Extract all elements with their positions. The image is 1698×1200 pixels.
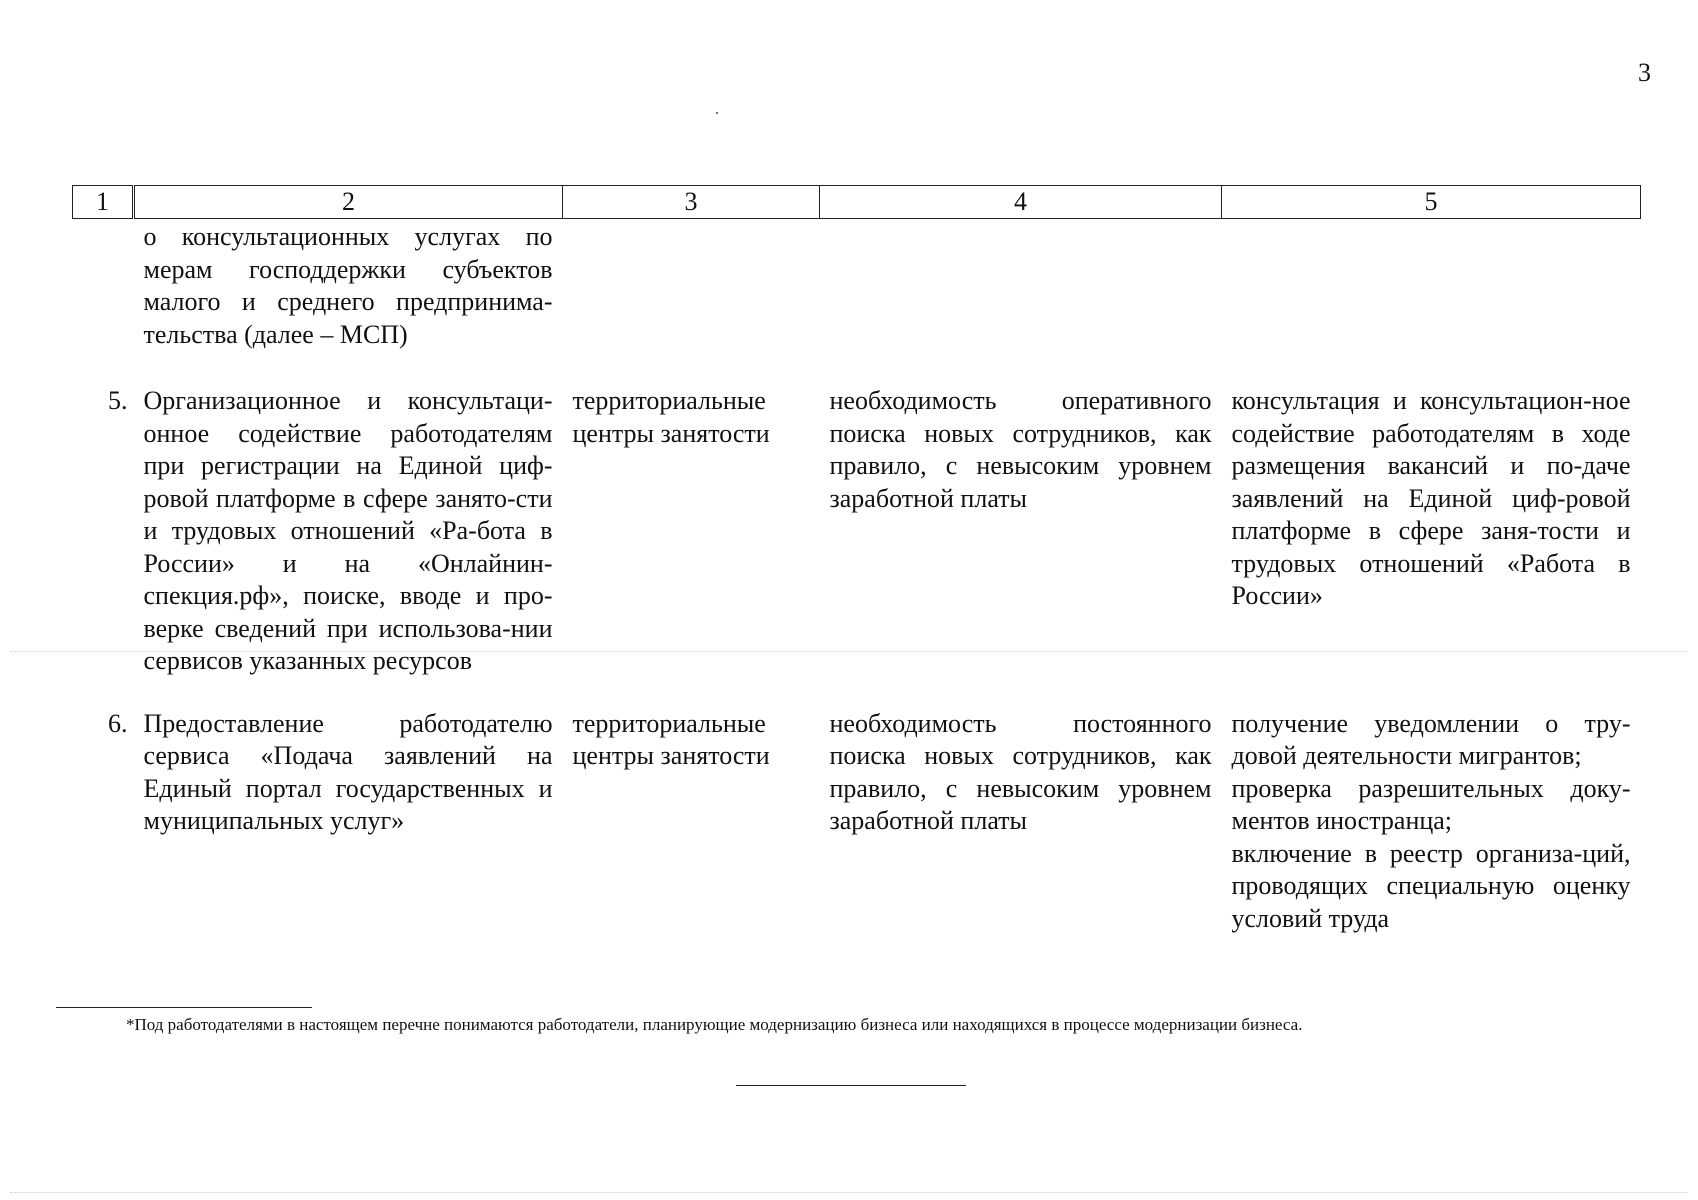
cell-provider: территориальные центры занятости xyxy=(572,386,770,448)
cell-row-number xyxy=(73,708,134,936)
footnote: *Под работодателями в настоящем перечне понимаются работодатели, планирующие модернизацию бизнеса или находящихся в процессе модернизации бизнеса. xyxy=(126,1015,1303,1034)
cell-empty xyxy=(820,219,1222,386)
footnote-separator xyxy=(56,1007,312,1008)
header-col-2: 2 xyxy=(134,186,563,219)
page-number: 3 xyxy=(1638,58,1651,87)
cell-provider: территориальные центры занятости xyxy=(572,708,770,770)
table-row-continuation xyxy=(73,219,1641,386)
cell-service: Предоставление работодателю сервиса «Подача заявлений на Единый портал государственных и муниципальных услуг» xyxy=(143,708,553,835)
cell-result: консультация и консультацион-ное содействие работодателям в ходе размещения вакансий и по-даче заявлений на Единой циф-ровой платформе в сфере заня-тости и трудовых отношений «Работа в России» xyxy=(1231,386,1631,610)
header-col-3: 3 xyxy=(563,186,820,219)
cell-row-number xyxy=(73,385,134,708)
cell-service-continuation: о консультационных услугах по мерам господдержки субъектов малого и среднего предпринима-тельства (далее – МСП) xyxy=(143,222,553,349)
cell-need: необходимость постоянного поиска новых сотрудников, как правило, с невысоким уровнем заработной платы xyxy=(829,708,1212,835)
end-of-document-rule xyxy=(736,1085,966,1086)
cell-result xyxy=(1222,708,1641,936)
row-number: 5. xyxy=(108,386,128,415)
header-row xyxy=(73,186,1641,219)
table-header xyxy=(73,186,1641,219)
cell-num xyxy=(73,219,134,386)
services-table xyxy=(72,185,1641,935)
cell-need: необходимость оперативного поиска новых сотрудников, как правило, с невысоким уровнем заработной платы xyxy=(829,386,1212,513)
cell-empty xyxy=(1222,219,1641,386)
result-item: получение уведомлении о тру-довой деятельности мигрантов; xyxy=(1231,708,1631,770)
header-col-4: 4 xyxy=(820,186,1222,219)
result-item: включение в реестр организа-ций, проводящих специальную оценку условий труда xyxy=(1231,838,1631,933)
row-number: 6. xyxy=(108,708,128,738)
table-row xyxy=(73,708,1641,936)
scan-artifact-line xyxy=(10,651,1688,652)
cell-service: Организационное и консультаци-онное содействие работодателям при регистрации на Единой циф-ровой платформе в сфере занято-сти и трудовых отношений «Ра-бота в России» и на «Онлайнин-спекция.рф», поиске, вводе и про-верке сведений при использова-нии сервисов указанных ресурсов xyxy=(143,386,553,675)
scan-speck xyxy=(716,112,718,114)
result-item: проверка разрешительных доку-ментов иностранца; xyxy=(1231,773,1631,835)
header-col-5: 5 xyxy=(1222,186,1641,219)
header-col-1: 1 xyxy=(73,186,134,219)
cell-empty xyxy=(563,219,820,386)
scan-artifact-line xyxy=(10,1192,1688,1193)
table-row xyxy=(73,385,1641,708)
